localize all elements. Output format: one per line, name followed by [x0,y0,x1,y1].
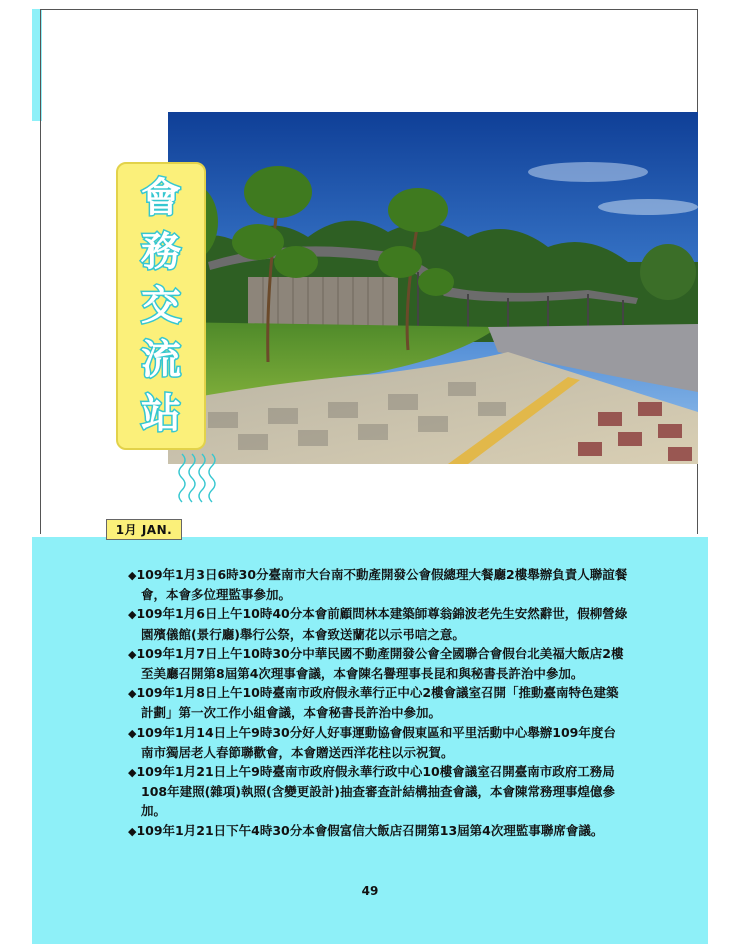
month-label: 1月 JAN. [106,519,182,540]
list-item: ◆ 109年1月14日上午9時30分好人好事運動協會假東區和平里活動中心舉辦109年度台南市獨居老人春節聯歡會，本會贈送西洋花柱以示祝賀。 [128,723,628,762]
title-char: 流 [141,337,181,383]
page-number: 49 [361,884,379,898]
event-list [128,565,628,841]
title-char: 交 [141,283,181,329]
list-item: ◆ 109年1月6日上午10時40分本會前顧問林本建築師尊翁錦波老先生安然辭世，假柳營綠園殯儀館(景行廳)舉行公祭，本會致送蘭花以示弔唁之意。 [128,604,628,643]
list-item: ◆ 109年1月3日6時30分臺南市大台南不動產開發公會假總理大餐廳2樓舉辦負責人聯誼餐會，本會多位理監事參加。 [128,565,628,604]
list-item: ◆ 109年1月8日上午10時臺南市政府假永華行正中心2樓會議室召開「推動臺南特色建築計劃」第一次工作小組會議，本會秘書長許治中參加。 [128,683,628,722]
list-item: ◆ 109年1月21日上午9時臺南市政府假永華行政中心10樓會議室召開臺南市政府工務局108年建照(雜項)執照(含變更設計)抽查審查計結構抽查會議，本會陳常務理事煌億參加。 [128,762,628,821]
section-title-box [116,162,206,450]
page-frame-top [40,9,698,10]
park-pavilion-photo [168,112,698,464]
title-char: 站 [141,391,181,437]
list-item: ◆ 109年1月21日下午4時30分本會假富信大飯店召開第13屆第4次理監事聯席會議。 [128,821,628,841]
wavy-lines-icon [178,452,224,508]
list-item: ◆ 109年1月7日上午10時30分中華民國不動產開發公會全國聯合會假台北美福大飯店2樓至美廳召開第8屆第4次理事會議，本會陳名譽理事長昆和與秘書長許治中參加。 [128,644,628,683]
page-frame-left [40,9,41,534]
title-char: 會 [141,175,181,221]
title-char: 務 [141,229,181,275]
